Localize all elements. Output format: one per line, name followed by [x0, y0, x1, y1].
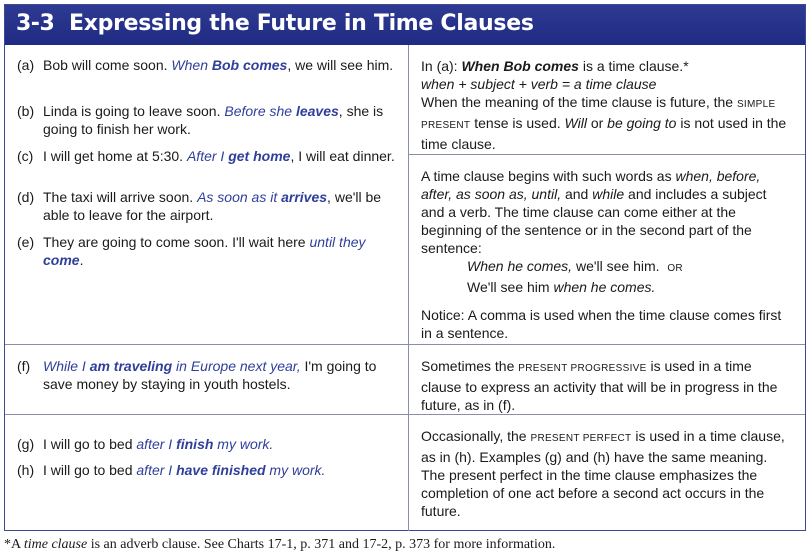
explanation-4: Occasionally, the PRESENT PERFECT is used in a time clause, as in (h). Examples (g) and (h) have the same meaning. The present perfect in the time clause emphasizes the completion of one act before a second act occurs in the future. [421, 428, 785, 519]
chart-row-1 [5, 45, 805, 344]
explanations-column [409, 45, 805, 344]
chart-row-2: (f) While I am traveling in Europe next year, I'm going to save money by staying in youth hostels. Sometimes the PRESENT PROGRESSIVE is used in a time clause to express an activity that will be in progress in the future, as in (f). [5, 344, 805, 415]
chart-row-3: (g) I will go to bed after I finish my work. (h) I will go to bed after I have finished my work. Occasionally, the PRESENT PERFECT is used in a time clause, as in (h). Examples (g) and (h) have the same meaning. The present perfect in the time clause emphasizes the completion of one act before a second act occurs in the future. [5, 414, 805, 531]
explanation-2: A time clause begins with such words as when, before, after, as soon as, until, and while and includes a subject and a verb. The time clause can come either at the beginning of the sentence or in the second part of the sentence: When he comes, we'll see him. OR We'll see him when he comes. Notice: A comma is used when the time clause comes first in a sentence. [409, 154, 805, 345]
examples-column: (a) Bob will come soon. When Bob comes, we will see him. (b) Linda is going to leave soon. Before she leaves, she is going to finish her work. (c) I will get home at 5:30. After I get home, I will eat dinner. (d) The taxi will arrive soon. As soon as it arrives, we'll be able to leave for the airport. (e) They are going to come soon. I'll wait here until they come. [5, 45, 409, 344]
explanation-3: Sometimes the PRESENT PROGRESSIVE is used in a time clause to express an activity that will be in progress in the future, as in (f). [421, 358, 778, 413]
footnote: *A time clause is an adverb clause. See Charts 17-1, p. 371 and 17-2, p. 373 for more information. [4, 537, 556, 552]
chart-number: 3-3 [16, 11, 55, 36]
chart-title: Expressing the Future in Time Clauses [69, 11, 534, 36]
grammar-chart [4, 4, 806, 531]
chart-header [5, 5, 805, 45]
explanation-1: In (a): When Bob comes is a time clause.* when + subject + verb = a time clause When the meaning of the time clause is future, the SIMPLE PRESENT tense is used. Will or be going to is not used in the time clause. [421, 58, 787, 152]
